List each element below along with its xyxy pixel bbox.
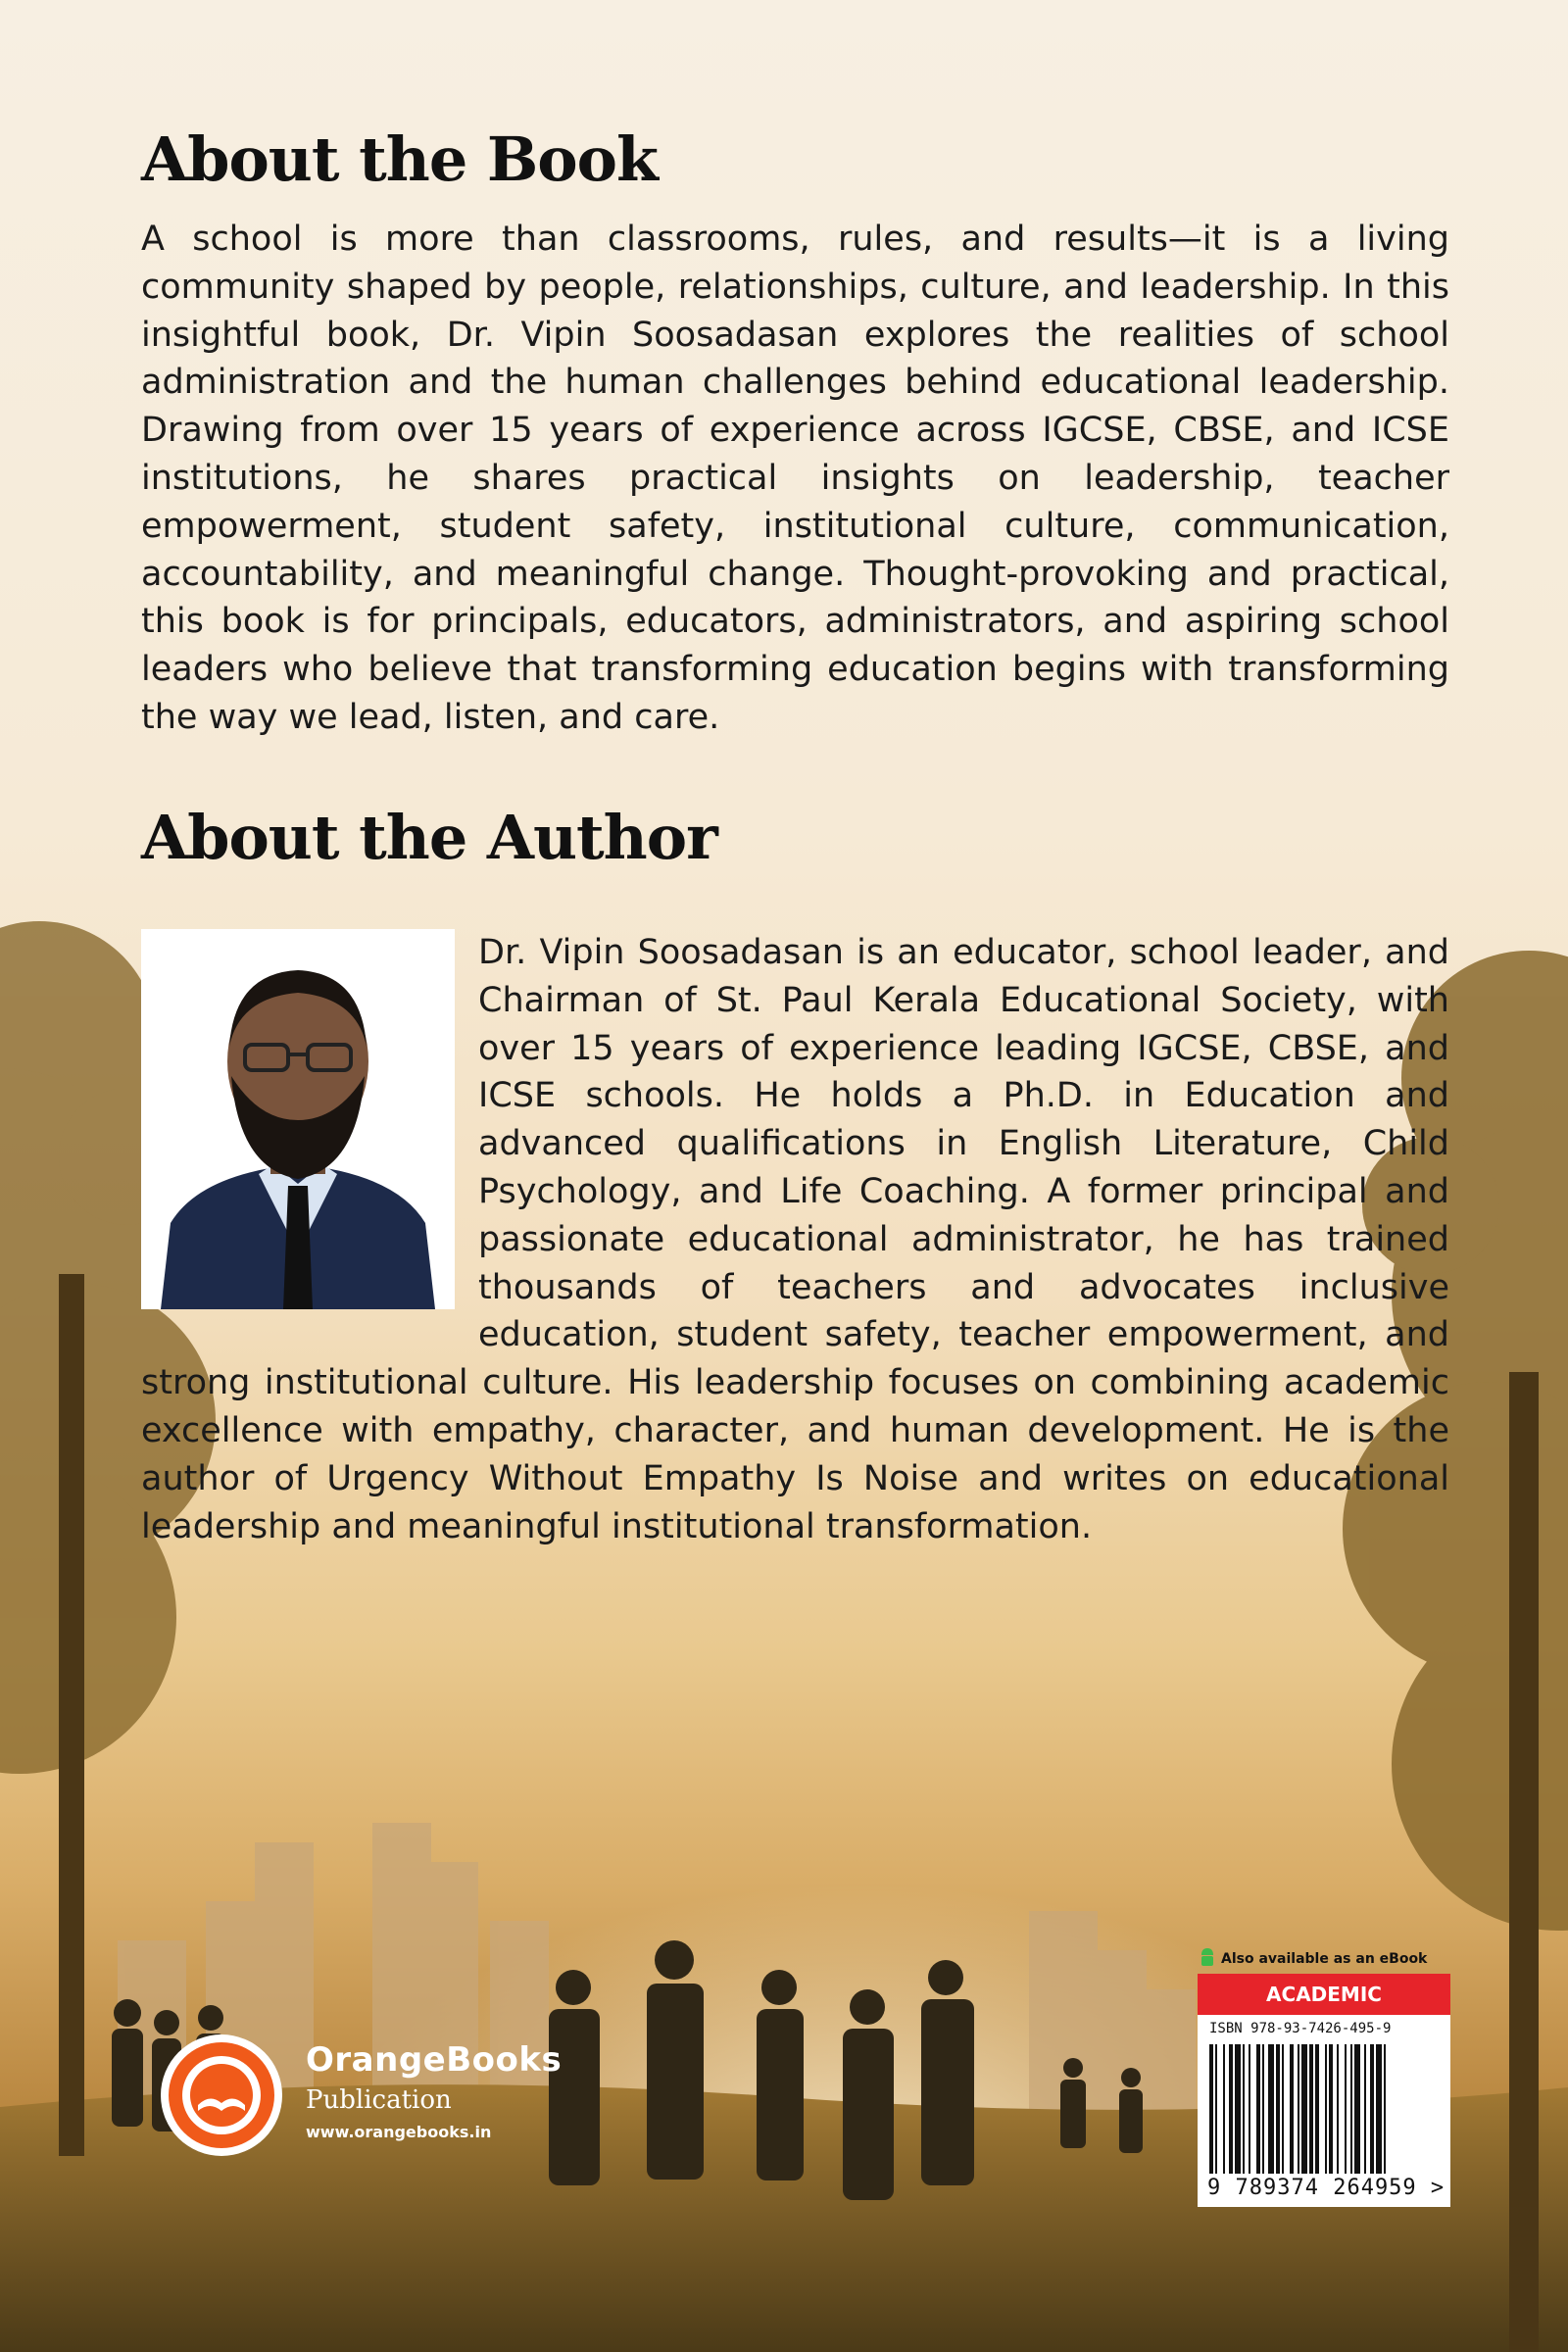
- publisher-name: OrangeBooks: [306, 2040, 563, 2080]
- publisher-subtitle: Publication: [306, 2085, 452, 2115]
- barcode: [1209, 2044, 1439, 2174]
- about-author-heading: About the Author: [141, 802, 717, 873]
- category-badge: ACADEMIC: [1198, 1974, 1450, 2015]
- barcode-box: [1198, 1974, 1450, 2207]
- about-book-text: A school is more than classrooms, rules, and results—it is a living community shaped by people, relationships, culture, and leadership. In this insightful book, Dr. Vipin Soosadasan explores the realities of school administration and the human challenges behind educational leadership. Drawing from over 15 years of experience across IGCSE, CBSE, and ICSE institutions, he shares practical insights on leadership, teacher empowerment, student safety, institutional culture, communication, accountability, and meaningful change. Thought-provoking and practical, this book is for principals, educators, administrators, and aspiring school leaders who believe that transforming education begins with transforming the way we lead, listen, and care.: [141, 220, 1449, 737]
- barcode-digits: 9 789374 264959 >: [1207, 2176, 1446, 2200]
- author-photo: [141, 929, 455, 1309]
- publisher-url: www.orangebooks.in: [306, 2123, 492, 2141]
- ebook-note: [1200, 1946, 1427, 1968]
- isbn-text: ISBN 978-93-7426-495-9: [1209, 2021, 1392, 2036]
- about-book-heading: About the Book: [141, 123, 658, 195]
- orangebooks-logo-icon: [159, 2033, 284, 2158]
- ebook-android-icon: [1200, 1946, 1215, 1968]
- publisher-block: [159, 2033, 590, 2150]
- about-author-text: Dr. Vipin Soosadasan is an educator, school leader, and Chairman of St. Paul Kerala Educational Society, with over 15 years of experience leading IGCSE, CBSE, and ICSE schools. He holds a Ph.D. in Education and advanced qualifications in English Literature, Child Psychology, and Life Coaching. A former principal and passionate educational administrator, he has trained thousands of teachers and advocates inclusive education, student safety, teacher empowerment, and strong institutional culture. His leadership focuses on combining academic excellence with empathy, character, and human development. He is the author of Urgency Without Empathy Is Noise and writes on educational leadership and meaningful institutional transformation.: [141, 933, 1449, 1546]
- ebook-note-text: Also available as an eBook: [1221, 1951, 1428, 1967]
- about-author-block: [141, 929, 1449, 1550]
